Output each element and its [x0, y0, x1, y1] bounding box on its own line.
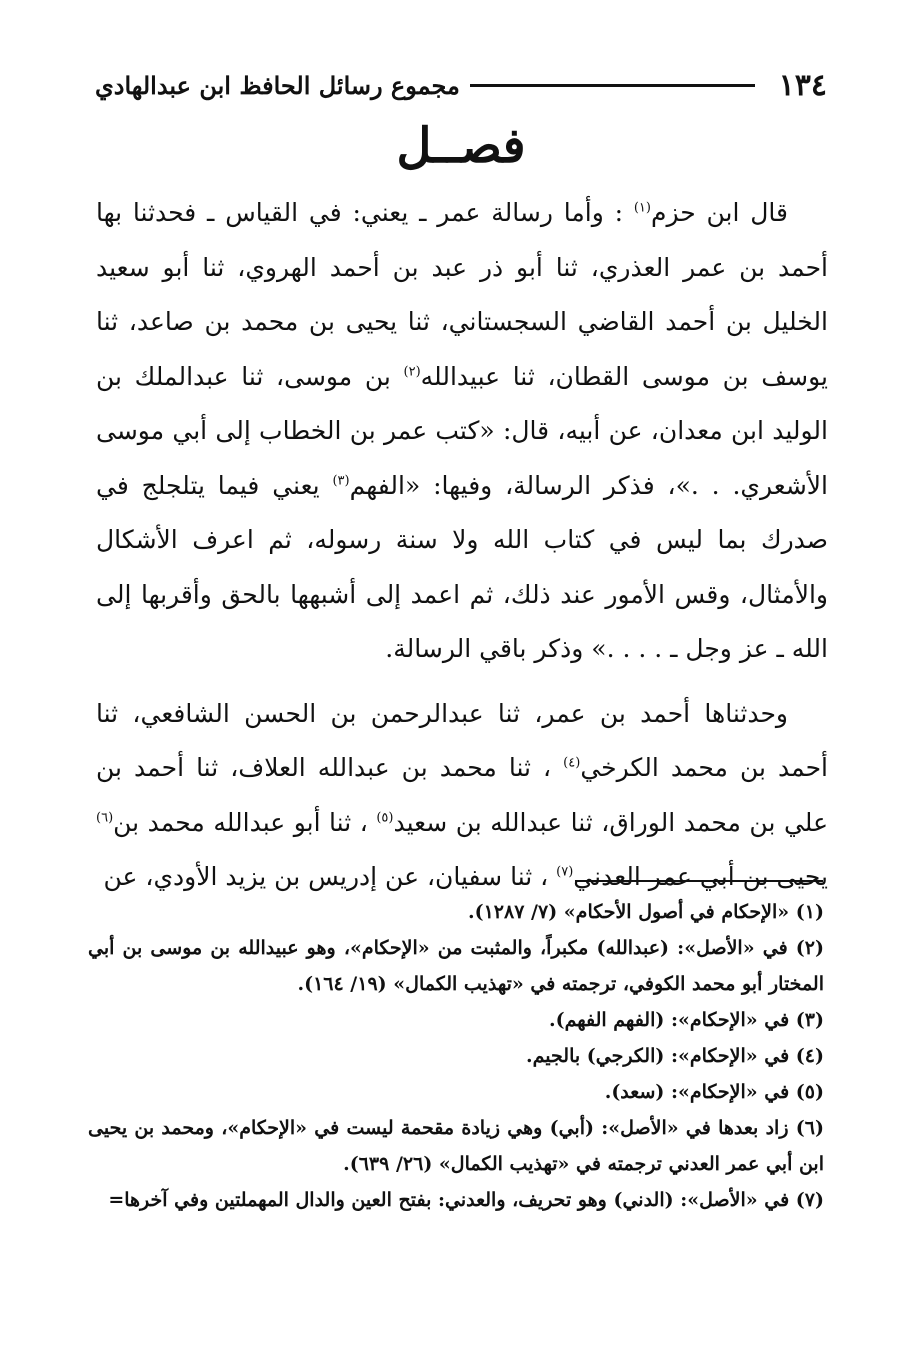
footnote-5: (٥) في «الإحكام»: (سعد).	[604, 1081, 824, 1103]
footnote-3: (٣) في «الإحكام»: (الفهم الفهم).	[548, 1009, 824, 1031]
text-run: ، ثنا محمد بن عبدالله العلاف، ثنا أحمد بن علي بن محمد الوراق، ثنا عبدالله بن سعيد	[96, 753, 828, 837]
footnote-separator	[575, 880, 823, 882]
header-rule	[470, 84, 755, 87]
main-text	[96, 186, 828, 905]
footnote-7: (٧) في «الأصل»: (الدني) وهو تحريف، والعدني: بفتح العين والدال المهملتين وفي آخرها=	[108, 1189, 824, 1211]
footnote-ref-5: (٥)	[376, 810, 394, 826]
footnote-ref-3: (٣)	[332, 473, 350, 489]
footnote-6: (٦) زاد بعدها في «الأصل»: (أبي) وهي زيادة مقحمة ليست في «الإحكام»، ومحمد بن يحيى ابن أبي عمر العدني ترجمته في «تهذيب الكمال» (٢٦/ ٦٣٩).	[88, 1117, 824, 1175]
text-run: يعني فيما يتلجلج في صدرك بما ليس في كتاب الله ولا سنة رسوله، ثم اعرف الأشكال والأمثال، وقس الأمور عند ذلك، ثم اعمد إلى أشبهها بالحق وأقربها إلى الله ـ عز وجل ـ . . . .» وذكر باقي الرسالة.	[96, 470, 828, 663]
page-number: ١٣٤	[778, 67, 827, 103]
footnote-ref-7: (٧)	[556, 864, 574, 880]
footnote-ref-4: (٤)	[563, 755, 581, 771]
page-header	[95, 60, 827, 110]
footnote-2: (٢) في «الأصل»: (عبدالله) مكبراً، والمثبت من «الإحكام»، وهو عبيدالله بن موسى بن أبي المختار أبو محمد الكوفي، ترجمته في «تهذيب الكمال» (١٩/ ١٦٤).	[88, 937, 824, 995]
footnote-1: (١) «الإحكام في أصول الأحكام» (٧/ ١٢٨٧).	[467, 901, 824, 923]
footnote-ref-6: (٦)	[96, 810, 114, 826]
running-title: مجموع رسائل الحافظ ابن عبدالهادي	[95, 70, 460, 100]
text-run: : وأما رسالة عمر ـ يعني: في القياس ـ فحدثنا بها أحمد بن عمر العذري، ثنا أبو ذر عبد بن أحمد الهروي، ثنا أبو سعيد الخليل بن أحمد القاضي السجستاني، ثنا يحيى بن محمد بن صاعد، ثنا يوسف بن موسى القطان، ثنا عبيدالله	[96, 198, 828, 391]
footnote-ref-1: (١)	[633, 200, 651, 216]
text-run: يحيى بن أبي عمر العدني	[573, 862, 828, 891]
text-run: ، ثنا سفيان، عن إدريس بن يزيد الأودي، عن	[103, 862, 557, 891]
text-run: ، ثنا أبو عبدالله محمد بن	[113, 807, 377, 837]
section-title: فصــل	[396, 118, 526, 174]
footnote-4: (٤) في «الإحكام»: (الكرجي) بالجيم.	[526, 1045, 824, 1067]
text-run: وحدثناها أحمد بن عمر، ثنا عبدالرحمن بن الحسن الشافعي، ثنا أحمد بن محمد الكرخي	[96, 698, 828, 782]
paragraph-1	[96, 186, 828, 677]
text-run: قال ابن حزم	[650, 198, 788, 227]
text-run: بن موسى، ثنا عبدالملك بن الوليد ابن معدان، عن أبيه، قال: «كتب عمر بن الخطاب إلى أبي موسى الأشعري. . .»، فذكر الرسالة، وفيها: «الفهم	[96, 361, 828, 500]
footnotes	[88, 894, 824, 1218]
paragraph-2	[96, 687, 828, 905]
footnote-ref-2: (٢)	[403, 364, 421, 380]
